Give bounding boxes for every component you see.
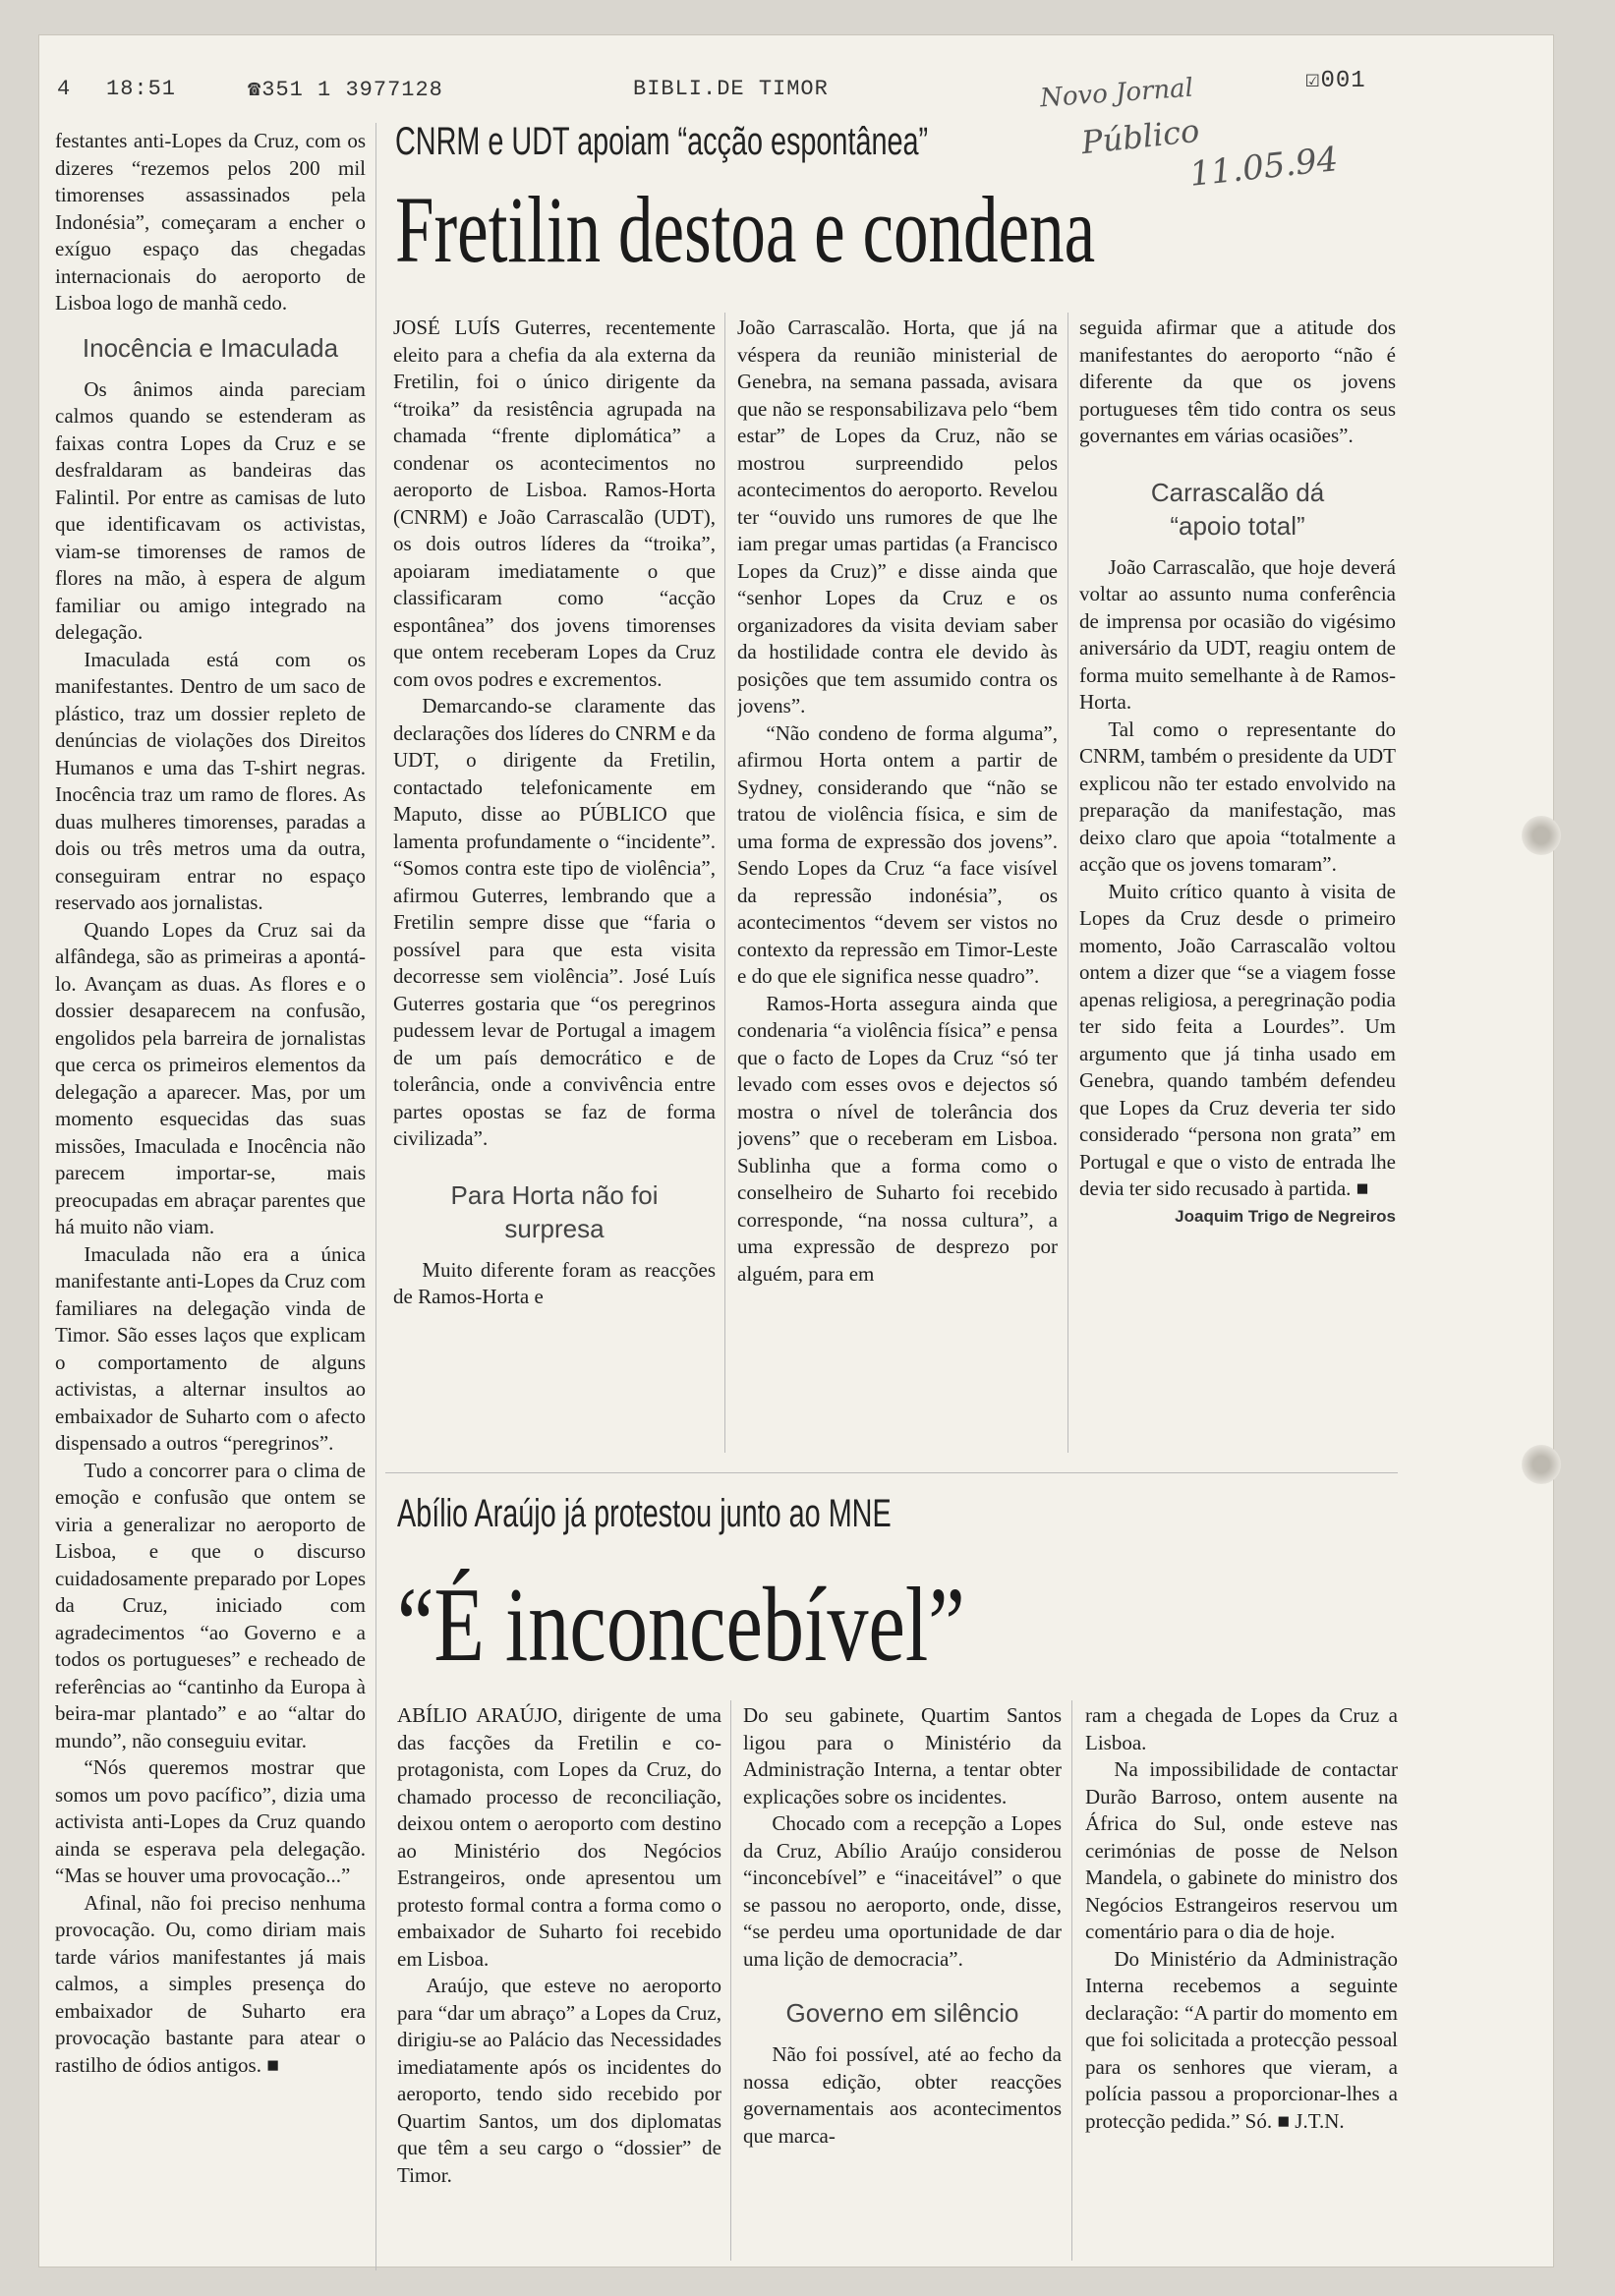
article2-paragraph: Araújo, que esteve no aeroporto para “dar um abraço” a Lopes da Cruz, dirigiu-se ao Palácio das Necessidades imediatamente após os incidentes do aeroporto, tendo sido recebido por Quartim Santos, um dos diplomatas que têm a seu cargo o “dossier” de Timor. <box>397 1974 721 2187</box>
fax-time: 18:51 <box>106 77 177 101</box>
article1-column-1 <box>393 315 716 1455</box>
article2-paragraph: Do seu gabinete, Quartim Santos ligou para o Ministério da Administração Interna, a tentar obter explicações sobre os incidentes. <box>743 1703 1062 1808</box>
left-paragraph: Tudo a concorrer para o clima de emoção e confusão que ontem se viria a generalizar no aeroporto de Lisboa, e que o discurso cuidadosamente preparado por Lopes da Cruz, iniciado com agradecimentos “ao Governo e a todos os portugueses” e recheado de referências ao “cantinho da Europa à beira-mar plantado” e ao “altar do mundo”, não conseguiu evitar. <box>55 1458 366 1752</box>
article2-paragraph: ram a chegada de Lopes da Cruz a Lisboa. <box>1085 1703 1398 1754</box>
article2-paragraph: Não foi possível, até ao fecho da nossa edição, obter reacções governamentais aos acontecimentos que marca- <box>743 2042 1062 2148</box>
subhead-para-horta: Para Horta não foi surpresa <box>450 1179 659 1243</box>
article-divider <box>385 1472 1398 1473</box>
column-rule <box>1067 313 1068 1453</box>
left-paragraph: Imaculada está com os manifestantes. Dentro de um saco de plástico, traz um dossier repleto de denúncias de violações dos Direitos Humanos e uma das T-shirt negras. Inocência traz um ramo de flores. As duas mulheres timorenses, paradas a dois ou três metros uma da outra, conseguiram entrar no espaço reservado aos jornalistas. <box>55 647 366 914</box>
article1-paragraph: Muito diferente foram as reacções de Ramos-Horta e <box>393 1257 716 1308</box>
article1-paragraph: João Carrascalão. Horta, que já na véspera da reunião ministerial de Genebra, na semana passada, avisara que não se responsabilizava pelo “bem estar” de Lopes da Cruz, não se mostrou surpreendido pelos acontecimentos do aeroporto. Revelou ter “ouvido uns rumores de que lhe iam pregar umas partidas (a Francisco Lopes da Cruz)” e disse ainda que “senhor Lopes da Cruz e os organizadores da visita deviam saber da hostilidade contra ele devido às posições que tem assumido contra os jovens”. <box>737 316 1058 718</box>
fax-page-number: 4 <box>57 77 72 101</box>
article2-headline: “É inconcebível” <box>397 1567 965 1684</box>
left-subhead: Inocência e Imaculada <box>82 332 339 363</box>
article1-headline: Fretilin destoa e condena <box>395 177 1096 282</box>
fax-phone: ☎351 1 3977128 <box>248 78 443 102</box>
left-intro: festantes anti-Lopes da Cruz, com os dizeres “rezemos pelos 200 mil timorenses assassinados pela Indonésia”, começaram a encher o exíguo espaço das chegadas internacionais do aeroporto de Lisboa logo de manhã cedo. <box>55 129 366 315</box>
subhead-governo-em-silencio: Governo em silêncio <box>785 1998 1019 2028</box>
article1-paragraph: “Não condeno de forma alguma”, afirmou Horta ontem a partir de Sydney, considerando que “não se tratou de violência física, e sim de uma forma de expressão dos jovens”. Sendo Lopes da Cruz “a face visível da repressão indonésia”, os acontecimentos “devem ser vistos no contexto da repressão em Timor-Leste e do que ele significa nesse quadro”. <box>737 720 1058 988</box>
fax-sender: BIBLI.DE TIMOR <box>633 77 829 101</box>
handwritten-note: Novo Jornal <box>1039 73 1194 114</box>
fax-sheet-number: ☑001 <box>1305 68 1366 94</box>
punch-hole <box>1522 816 1561 855</box>
article1-column-3 <box>1079 315 1396 1455</box>
article1-paragraph: JOSÉ LUÍS Guterres, recentemente eleito para a chefia da ala externa da Fretilin, foi o único dirigente da “troika” da resistência agrupada na chamada “frente diplomática” a condenar os acontecimentos no aeroporto de Lisboa. Ramos-Horta (CNRM) e João Carrascalão (UDT), os dois outros líderes da “troika”, apoiaram imediatamente o que classificaram como “acção espontânea” dos jovens timorenses que ontem receberam Lopes da Cruz com ovos podres e excrementos. <box>393 316 716 691</box>
left-paragraph: Afinal, não foi preciso nenhuma provocação. Ou, como diriam mais tarde vários manifestantes já mais calmos, a simples presença do embaixador de Suharto era provocação bastante para atear o rastilho de ódios antigos. ■ <box>55 1890 366 2077</box>
article2-paragraph: Chocado com a recepção a Lopes da Cruz, Abílio Araújo considerou “inconcebível” e “inaceitável” o que se passou no aeroporto, onde, disse, “se perdeu uma oportunidade de dar uma lição de democracia”. <box>743 1811 1062 1971</box>
column-rule <box>375 123 376 2270</box>
article1-paragraph: seguida afirmar que a atitude dos manifestantes do aeroporto “não é diferente da que os jovens portugueses têm tido contra os seus governantes em várias ocasiões”. <box>1079 316 1396 447</box>
article1-column-2 <box>737 315 1058 1455</box>
article1-paragraph: Demarcando-se claramente das declarações dos líderes do CNRM e da UDT, o dirigente da Fretilin, contactado telefonicamente em Maputo, disse ao PÚBLICO que lamenta profundamente o “incidente”. “Somos contra este tipo de violência”, afirmou Guterres, lembrando que a Fretilin sempre disse que “faria o possível para que esta visita decorresse sem violência”. José Luís Guterres gostaria que “os peregrinos pudessem levar de Portugal a imagem de um país democrático e de tolerância, onde a convivência entre partes opostas se faz de forma civilizada”. <box>393 694 716 1150</box>
subhead-carrascalao: Carrascalão dá “apoio total” <box>1150 477 1325 541</box>
column-rule <box>730 1700 731 2261</box>
article1-byline: Joaquim Trigo de Negreiros <box>1175 1206 1396 1226</box>
article2-kicker: Abílio Araújo já protestou junto ao MNE <box>397 1492 892 1535</box>
article2-column-2 <box>743 1702 1062 2263</box>
article1-paragraph: Muito crítico quanto à visita de Lopes da Cruz desde o primeiro momento, João Carrascalão voltou ontem a dizer que “se a viagem fosse apenas religiosa, a peregrinação podia ter sido feita a Lourdes”. Um argumento que já tinha usado em Genebra, quando também defendeu que Lopes da Cruz deveria ter sido considerado “persona non grata” em Portugal e que o visto de entrada lhe devia ter sido recusado à partida. ■ <box>1079 879 1396 1200</box>
left-column <box>55 128 366 2261</box>
article1-kicker: CNRM e UDT apoiam “acção espontânea” <box>395 120 929 163</box>
column-rule <box>1071 1700 1072 2261</box>
article2-column-1 <box>397 1702 721 2263</box>
article2-paragraph: ABÍLIO ARAÚJO, dirigente de uma das facções da Fretilin e co-protagonista, com Lopes da Cruz, do chamado processo de reconciliação, deixou ontem o aeroporto com destino ao Ministério dos Negócios Estrangeiros, onde apresentou um protesto formal contra a forma como o embaixador de Suharto foi recebido em Lisboa. <box>397 1703 721 1971</box>
article2-paragraph: Na impossibilidade de contactar Durão Barroso, ontem ausente na África do Sul, onde esteve nas cerimónias de posse de Nelson Mandela, o gabinete do ministro dos Negócios Estrangeiros reservou um comentário para o dia de hoje. <box>1085 1757 1398 1943</box>
left-paragraph: Imaculada não era a única manifestante anti-Lopes da Cruz com familiares na delegação vinda de Timor. São esses laços que explicam o comportamento de alguns activistas, a alternar insultos ao embaixador de Suharto com o afecto dispensado a outros “peregrinos”. <box>55 1241 366 1455</box>
article1-paragraph: Tal como o representante do CNRM, também o presidente da UDT explicou não ter estado envolvido na preparação da manifestação, mas deixo claro que apoia “totalmente a acção que os jovens tomaram”. <box>1079 717 1396 876</box>
handwritten-source: Público <box>1079 111 1201 162</box>
article1-paragraph: Ramos-Horta assegura ainda que condenaria “a violência física” e pensa que o facto de Lopes da Cruz “só ter levado com esses ovos e dejectos só mostra o nível de tolerância dos jovens” que o receberam em Lisboa. Sublinha que a forma como o conselheiro de Suharto foi recebido corresponde, “na nossa cultura”, a uma expressão de desprezo por alguém, para em <box>737 991 1058 1286</box>
article2-column-3 <box>1085 1702 1398 2263</box>
column-rule <box>724 313 725 1453</box>
article2-paragraph: Do Ministério da Administração Interna recebemos a seguinte declaração: “A partir do momento em que foi solicitada a protecção pessoal para os senhores que vieram, a polícia passou a proporcionar-lhes a protecção pedida.” Só. ■ J.T.N. <box>1085 1946 1398 2133</box>
left-paragraph: “Nós queremos mostrar que somos um povo pacífico”, dizia uma activista anti-Lopes da Cruz quando ainda se esperava pela delegação. “Mas se houver uma provocação...” <box>55 1755 366 1887</box>
handwritten-date: 11.05.94 <box>1187 140 1341 195</box>
left-paragraph: Os ânimos ainda pareciam calmos quando se estenderam as faixas contra Lopes da Cruz e se desfraldaram as bandeiras das Falintil. Por entre as camisas de luto que identificavam os activistas, viam-se timorenses de ramos de flores na mão, à espera de algum familiar ou amigo integrado na delegação. <box>55 376 366 644</box>
left-paragraph: Quando Lopes da Cruz sai da alfândega, são as primeiras a apontá-lo. Avançam as duas. As flores e o dossier desaparecem na confusão, engolidos pela barreira de jornalistas que cerca os primeiros elementos da delegação a aparecer. Mas, por um momento esquecidas das suas missões, Imaculada e Inocência não parecem importar-se, mais preocupadas em abraçar parentes que há muito não viam. <box>55 917 366 1238</box>
article1-paragraph: João Carrascalão, que hoje deverá voltar ao assunto numa conferência de imprensa por ocasião do vigésimo aniversário da UDT, reagiu ontem de forma muito semelhante à de Ramos-Horta. <box>1079 554 1396 714</box>
punch-hole <box>1522 1445 1561 1484</box>
